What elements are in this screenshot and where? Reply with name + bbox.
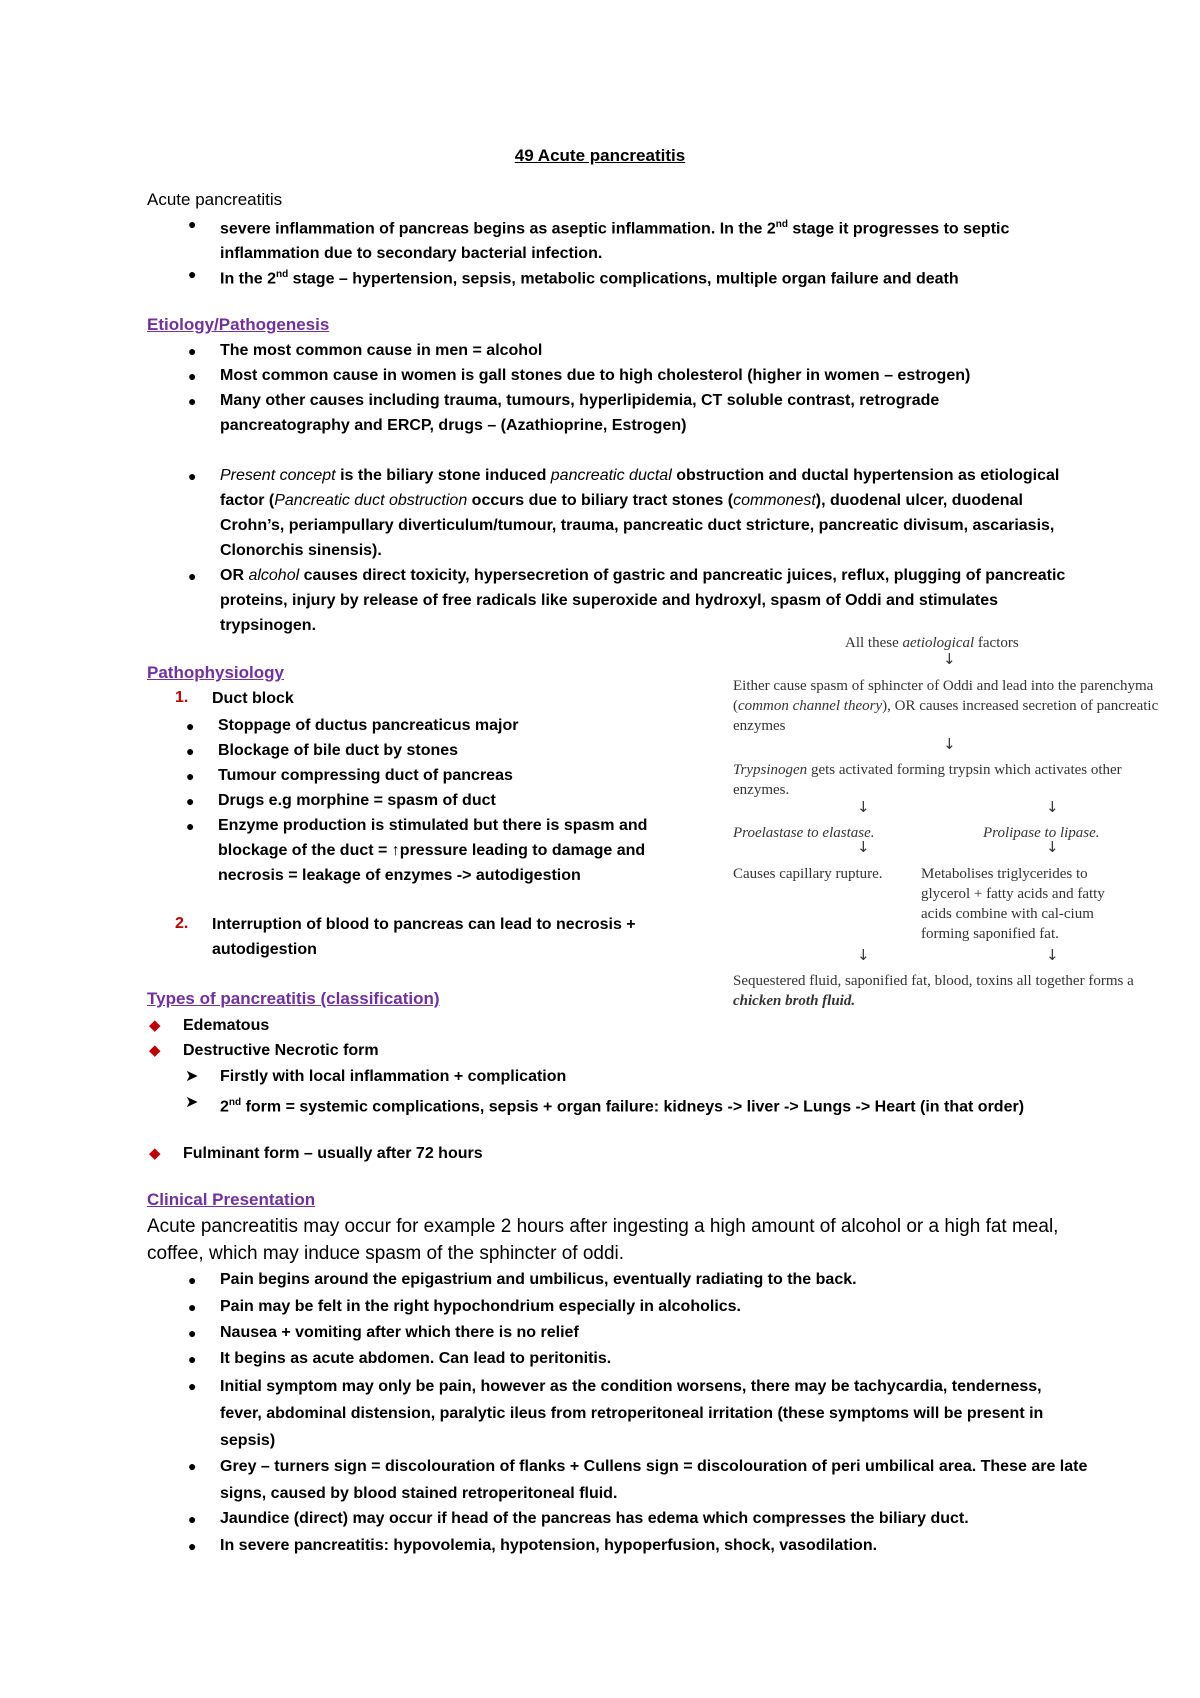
- pathophysiology-item: Blockage of bile duct by stones: [218, 742, 459, 759]
- type-fulminant: Fulminant form – usually after 72 hours: [183, 1145, 483, 1162]
- bullet: ●: [188, 343, 197, 359]
- figure-right-1: Prolipase to lipase.: [983, 825, 1100, 841]
- down-arrow: ↓: [857, 798, 870, 816]
- type-sub-item: 2nd form = systemic complications, sepsis + organ failure: kidneys -> liver -> Lungs -> Heart (in that order): [220, 1097, 1025, 1116]
- bullet: ●: [188, 1351, 197, 1367]
- figure-step-2: Trypsinogen gets activated forming trypsin which activates other enzymes.: [733, 762, 1122, 798]
- down-arrow: ↓: [857, 838, 870, 856]
- down-arrow: ↓: [1046, 838, 1059, 856]
- intro-item: In the 2nd stage – hypertension, sepsis, metabolic complications, multiple organ failure and death: [220, 269, 959, 288]
- figure-right-2: Metabolises triglycerides to glycerol + fatty acids and fatty acids combine with cal-cium forming saponified fat.: [921, 866, 1105, 942]
- etiology-item: Most common cause in women is gall stones due to high cholesterol (higher in women – estrogen): [220, 367, 971, 384]
- section-heading-types: Types of pancreatitis (classification): [147, 989, 440, 1008]
- pathophysiology-item: Stoppage of ductus pancreaticus major: [218, 717, 519, 734]
- figure-left-1: Proelastase to elastase.: [733, 825, 875, 841]
- down-arrow: ↓: [1046, 946, 1059, 964]
- clinical-item: Pain may be felt in the right hypochondrium especially in alcoholics.: [220, 1298, 741, 1315]
- diamond-bullet: ◆: [149, 1042, 161, 1059]
- bullet: ●: [188, 1511, 197, 1527]
- down-arrow: ↓: [943, 650, 956, 668]
- figure-step-1: Either cause spasm of sphincter of Oddi and lead into the parenchyma (common channel theory), OR causes increased secretion of pancreatic enzymes: [733, 678, 1159, 734]
- etiology-item: The most common cause in men = alcohol: [220, 342, 543, 359]
- bullet: ●: [188, 216, 197, 232]
- down-arrow: ↓: [943, 735, 956, 753]
- bullet: ●: [188, 1458, 197, 1474]
- bullet: ●: [188, 1378, 197, 1394]
- type-sub-item: Firstly with local inflammation + complication: [220, 1068, 567, 1085]
- etiology-present-concept: Present concept is the biliary stone induced pancreatic ductal obstruction and ductal hypertension as etiological factor (Pancreatic duct obstruction occurs due to biliary tract stones (commonest), duodenal ulcer, duodenal Crohn’s, periampullary diverticulum/tumour, trauma, pancreatic duct stricture, pancreatic divisum, ascariasis, Clonorchis sinensis).: [220, 467, 1060, 559]
- arrowhead-bullet: ➤: [185, 1068, 199, 1085]
- section-heading-clinical: Clinical Presentation: [147, 1190, 316, 1209]
- pathophysiology-item: Drugs e.g morphine = spasm of duct: [218, 792, 496, 809]
- figure-left-2: Causes capillary rupture.: [733, 866, 883, 882]
- clinical-item: In severe pancreatitis: hypovolemia, hypotension, hypoperfusion, shock, vasodilation.: [220, 1537, 878, 1554]
- etiology-item: Many other causes including trauma, tumours, hyperlipidemia, CT soluble contrast, retrograde pancreatography and ERCP, drugs – (Azathioprine, Estrogen): [220, 392, 940, 434]
- figure-bottom: Sequestered fluid, saponified fat, blood, toxins all together forms a chicken broth fluid.: [733, 973, 1134, 1009]
- intro-item: severe inflammation of pancreas begins as aseptic inflammation. In the 2nd stage it progresses to septic inflammation due to secondary bacterial infection.: [220, 219, 1010, 263]
- clinical-intro: Acute pancreatitis may occur for example 2 hours after ingesting a high amount of alcohol or a high fat meal, coffee, which may induce spasm of the sphincter of oddi.: [147, 1216, 1059, 1264]
- bullet: ●: [188, 468, 197, 484]
- duct-block-label: Duct block: [212, 690, 294, 707]
- bullet: ●: [188, 1272, 197, 1288]
- pathophysiology-item: Tumour compressing duct of pancreas: [218, 767, 513, 784]
- clinical-item: Initial symptom may only be pain, however as the condition worsens, there may be tachycardia, tenderness, fever, abdominal distension, paralytic ileus from retroperitoneal irritation (these symptoms will be present in sepsis): [220, 1378, 1044, 1449]
- bullet: ●: [186, 818, 195, 834]
- bullet: ●: [188, 1325, 197, 1341]
- clinical-item: Jaundice (direct) may occur if head of the pancreas has edema which compresses the biliary duct.: [220, 1510, 969, 1527]
- bullet: ●: [188, 368, 197, 384]
- bullet: ●: [186, 718, 195, 734]
- bullet: ●: [188, 266, 197, 282]
- clinical-item: Pain begins around the epigastrium and umbilicus, eventually radiating to the back.: [220, 1271, 857, 1288]
- page-title: 49 Acute pancreatitis: [514, 146, 686, 165]
- list-number: 2.: [175, 915, 189, 932]
- bullet: ●: [186, 793, 195, 809]
- type-destructive: Destructive Necrotic form: [183, 1042, 379, 1059]
- bullet: ●: [188, 1299, 197, 1315]
- bullet: ●: [188, 1538, 197, 1554]
- diamond-bullet: ◆: [149, 1145, 161, 1162]
- section-heading-pathophysiology: Pathophysiology: [147, 663, 284, 682]
- bullet: ●: [188, 568, 197, 584]
- bullet: ●: [188, 393, 197, 409]
- section-heading-etiology: Etiology/Pathogenesis: [147, 315, 330, 334]
- clinical-item: Grey – turners sign = discolouration of flanks + Cullens sign = discolouration of peri umbilical area. These are late signs, caused by blood stained retroperitoneal fluid.: [220, 1458, 1088, 1502]
- pathophysiology-item: Enzyme production is stimulated but there is spasm and blockage of the duct = ↑pressure leading to damage and necrosis = leakage of enzymes -> autodigestion: [218, 817, 648, 884]
- clinical-item: It begins as acute abdomen. Can lead to peritonitis.: [220, 1350, 612, 1367]
- diamond-bullet: ◆: [149, 1017, 161, 1034]
- type-edematous: Edematous: [183, 1017, 270, 1034]
- arrowhead-bullet: ➤: [185, 1094, 199, 1111]
- bullet: ●: [186, 768, 195, 784]
- figure-top-text: All these aetiological factors: [845, 635, 1019, 651]
- down-arrow: ↓: [1046, 798, 1059, 816]
- intro-heading: Acute pancreatitis: [147, 190, 283, 209]
- down-arrow: ↓: [857, 946, 870, 964]
- etiology-alcohol: OR alcohol causes direct toxicity, hypersecretion of gastric and pancreatic juices, reflux, plugging of pancreatic proteins, injury by release of free radicals like superoxide and hydroxyl, spasm of Oddi and stimulates trypsinogen.: [220, 567, 1066, 634]
- bullet: ●: [186, 743, 195, 759]
- interruption-item: Interruption of blood to pancreas can lead to necrosis + autodigestion: [212, 916, 636, 958]
- list-number: 1.: [175, 689, 189, 706]
- clinical-item: Nausea + vomiting after which there is no relief: [220, 1324, 579, 1341]
